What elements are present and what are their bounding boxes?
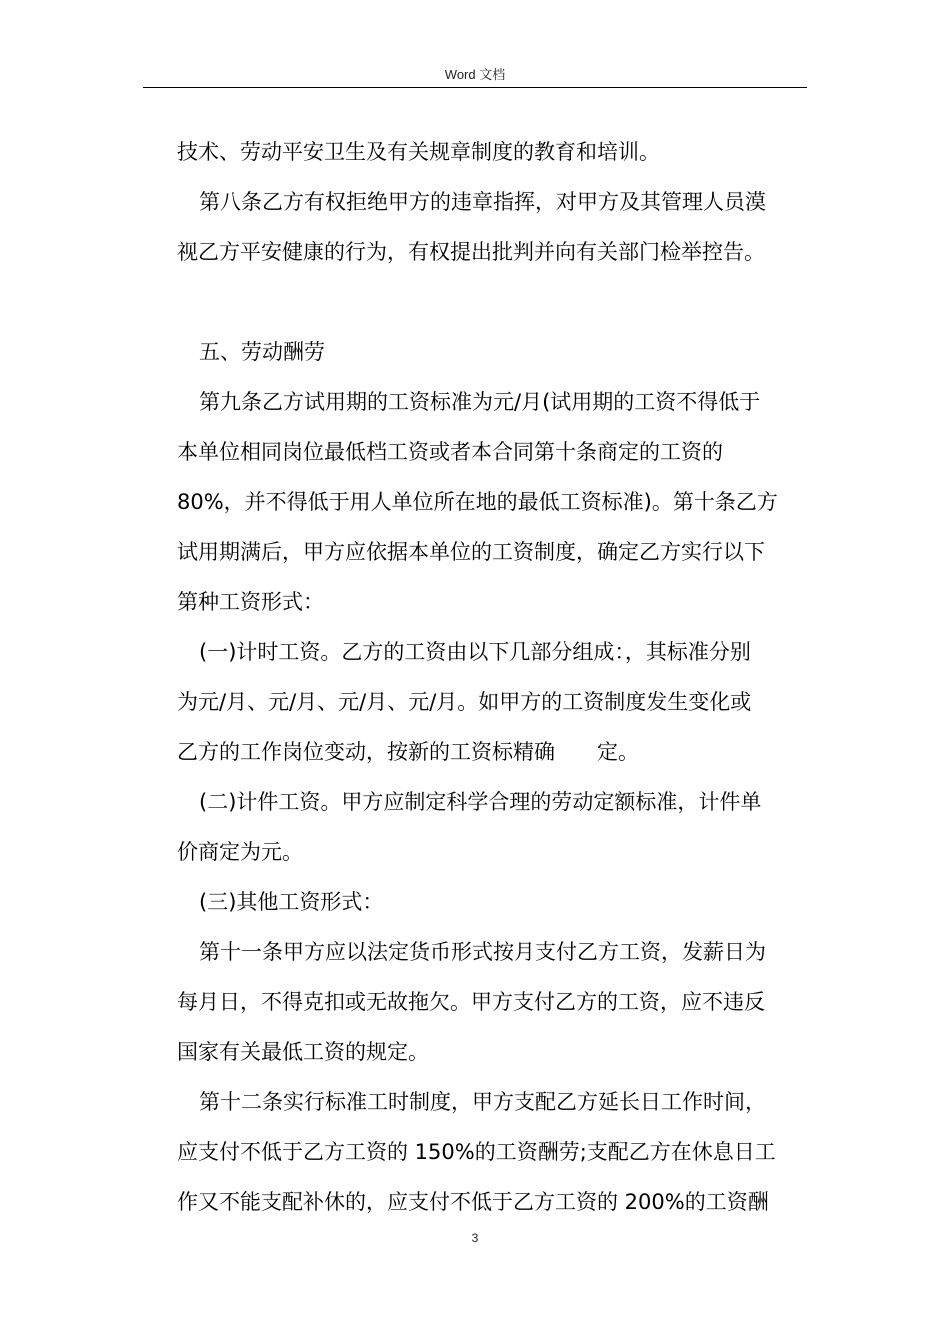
text-line: 应支付不低于乙方工资的 150%的工资酬劳;支配乙方在休息日工 <box>177 1140 776 1164</box>
text-line: 价商定为元。 <box>177 840 303 864</box>
text-line: 第种工资形式： <box>177 590 324 614</box>
text-line: 试用期满后，甲方应依据本单位的工资制度，确定乙方实行以下 <box>177 540 765 564</box>
text-line: 为元/月、元/月、元/月、元/月。如甲方的工资制度发生变化或 <box>177 690 752 714</box>
text-line: (三)其他工资形式： <box>199 890 384 914</box>
page-number: 3 <box>471 1231 479 1245</box>
text-line: 五、劳动酬劳 <box>199 340 325 364</box>
text-line: 第十二条实行标准工时制度，甲方支配乙方延长日工作时间， <box>199 1090 766 1114</box>
document-header-title: Word 文档 <box>444 67 506 82</box>
text-line: 乙方的工作岗位变动，按新的工资标精确 定。 <box>177 740 639 764</box>
text-line: 每月日，不得克扣或无故拖欠。甲方支付乙方的工资，应不违反 <box>177 990 765 1014</box>
text-line: 本单位相同岗位最低档工资或者本合同第十条商定的工资的 <box>177 440 723 464</box>
text-line: 作又不能支配补休的，应支付不低于乙方工资的 200%的工资酬 <box>177 1190 769 1214</box>
text-line: (二)计件工资。甲方应制定科学合理的劳动定额标准，计件单 <box>199 790 762 814</box>
text-line: 第十一条甲方应以法定货币形式按月支付乙方工资，发薪日为 <box>199 940 766 964</box>
header-divider <box>143 87 807 88</box>
text-line: 视乙方平安健康的行为，有权提出批判并向有关部门检举控告。 <box>177 240 765 264</box>
text-line: (一)计时工资。乙方的工资由以下几部分组成：，其标准分别 <box>199 640 751 664</box>
text-line: 第八条乙方有权拒绝甲方的违章指挥，对甲方及其管理人员漠 <box>199 190 766 214</box>
text-line: 第九条乙方试用期的工资标准为元/月(试用期的工资不得低于 <box>199 390 761 414</box>
text-line: 80%，并不得低于用人单位所在地的最低工资标准)。第十条乙方 <box>177 490 778 514</box>
text-line: 技术、劳动平安卫生及有关规章制度的教育和培训。 <box>177 140 660 164</box>
text-line: 国家有关最低工资的规定。 <box>177 1040 429 1064</box>
